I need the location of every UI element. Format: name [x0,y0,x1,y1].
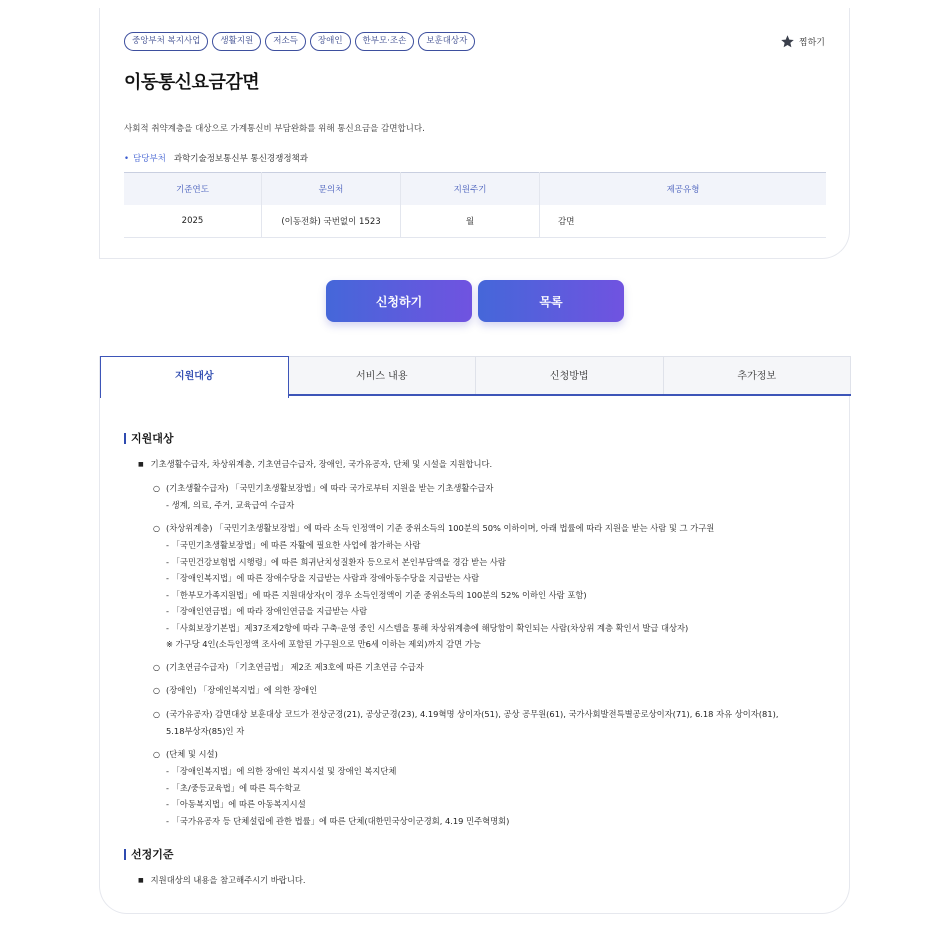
star-icon [780,34,795,49]
service-description: 사회적 취약계층을 대상으로 가계통신비 부담완화를 위해 통신요금을 감면합니다. [124,124,425,134]
page-title: 이동통신요금감면 [124,72,260,93]
tab-bar [100,356,851,396]
tab-apply-method[interactable]: 신청방법 [476,356,664,394]
tag-list [124,32,475,51]
section-heading: 지원대상 [124,430,174,446]
table-header: 지원주기 [401,173,540,206]
list-item: - 「한부모가족지원법」에 따른 지원대상자(이 경우 소득인정액이 기준 중위소득의 100분의 52% 이하인 사람 포함) [166,589,587,600]
list-item: - 「국가유공자 등 단체설립에 관한 법률」에 따른 단체(대한민국상이군경회, 4.19 민주혁명회) [166,815,510,826]
list-item: - 「사회보장기본법」제37조제2항에 따라 구축·운영 중인 시스템을 통해 차상위계층에 해당함이 확인되는 사람(차상위 계층 확인서 발급 대상자) [166,622,689,633]
list-item: - 「초/중등교육법」에 따른 특수학교 [166,782,301,793]
section-content [138,872,306,890]
section-heading: 선정기준 [124,846,174,862]
list-item: ○ (기초연금수급자) 「기초연금법」 제2조 제3호에 따른 기초연금 수급자 [153,659,778,677]
tab-additional-info[interactable]: 추가정보 [664,356,852,394]
table-header: 문의처 [262,173,401,206]
list-button[interactable]: 목록 [478,280,624,322]
list-item: - 「아동복지법」에 따른 아동복지시설 [166,799,306,809]
list-item: ※ 가구당 4인(소득인정액 조사에 포함된 가구원으로 만6세 이하는 제외)까지 감면 가능 [166,639,481,649]
table-cell: 2025 [124,205,262,238]
tag[interactable]: 생활지원 [212,32,261,51]
list-item: ○ (기초생활수급자) 「국민기초생활보장법」에 따라 국가로부터 지원을 받는 기초생활수급자 [153,480,778,498]
list-item: ■ 지원대상의 내용을 참고해주시기 바랍니다. [138,872,306,890]
list-item: ■ 기초생활수급자, 차상위계층, 기초연금수급자, 장애인, 국가유공자, 단체 및 시설을 지원합니다. [138,456,778,474]
info-table [124,172,826,238]
list-item: ○ (국가유공자) 감면대상 보훈대상 코드가 전상군경(21), 공상군경(23), 4.19혁명 상이자(51), 공상 공무원(61), 국가사회발전특별공로상이자(71), 6.18 자유 상이자(81), [153,706,778,724]
department-label: • 담당부처 [124,152,166,164]
tag[interactable]: 장애인 [310,32,351,51]
detail-panel [99,356,850,914]
list-item: - 「장애인복지법」에 따른 장애수당을 지급받는 사람과 장애아동수당을 지급받는 사람 [166,573,480,583]
list-item: - 「국민기초생활보장법」에 따른 자활에 필요한 사업에 참가하는 사람 [166,540,421,550]
list-item: ○ (장애인) 「장애인복지법」에 의한 장애인 [153,682,778,700]
list-item: - 「장애인복지법」에 의한 장애인 복지시설 및 장애인 복지단체 [166,766,397,776]
favorite-label: 찜하기 [798,38,825,48]
tab-eligibility[interactable]: 지원대상 [100,356,289,398]
action-buttons [326,280,624,322]
list-item: ○ (차상위계층) 「국민기초생활보장법」에 따라 소득 인정액이 기준 중위소득의 100분의 50% 이하이며, 아래 법률에 따라 지원을 받는 사람 및 그 가구원 [153,520,778,538]
tag[interactable]: 저소득 [265,32,306,51]
service-summary-card [99,8,850,259]
table-row [124,205,826,238]
table-cell: (이동전화) 국번없이 1523 [262,205,401,238]
table-cell: 감면 [540,205,827,238]
tag[interactable]: 한부모·조손 [355,32,415,51]
list-item: ○ (단체 및 시설) [153,746,778,764]
favorite-button[interactable] [780,34,825,49]
tag[interactable]: 중앙부처 복지사업 [124,32,208,51]
apply-button[interactable]: 신청하기 [326,280,472,322]
section-content [138,456,778,829]
tag[interactable]: 보훈대상자 [418,32,475,51]
list-item: - 「국민건강보험법 시행령」에 따른 희귀난치성질환자 등으로서 본인부담액을 경감 받는 사람 [166,556,506,567]
table-header: 기준연도 [124,173,262,206]
department-value: 과학기술정보통신부 통신경쟁정책과 [173,154,308,164]
department [124,152,308,164]
list-item: 5.18부상자(85)인 자 [166,726,245,736]
list-item: - 「장애인연금법」에 따라 장애인연금을 지급받는 사람 [166,606,368,616]
table-cell: 월 [401,205,540,238]
list-item: - 생계, 의료, 주거, 교육급여 수급자 [166,500,295,510]
table-header: 제공유형 [540,173,827,206]
tab-service-content[interactable]: 서비스 내용 [289,356,477,394]
